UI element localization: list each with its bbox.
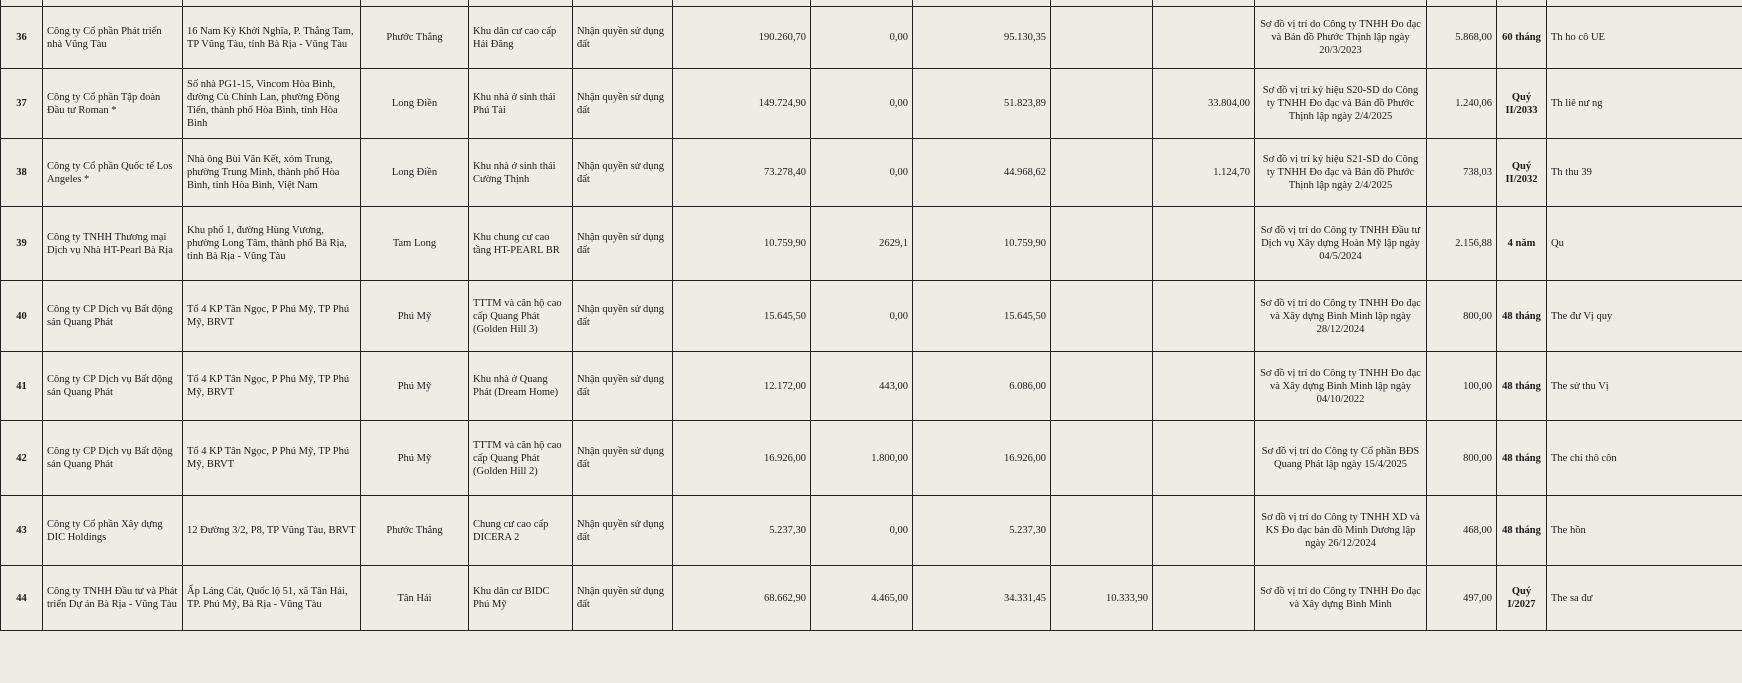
cell-duration: 48 tháng (1497, 496, 1547, 566)
cell-form: Nhận quyền sử dụng đất (573, 352, 673, 421)
cell-area: 5.868,00 (1427, 7, 1497, 69)
cell-area: 800,00 (1427, 281, 1497, 352)
table-body (1, 0, 1742, 631)
cell-address: Ấp Láng Cát, Quốc lộ 51, xã Tân Hải, TP. Phú Mỹ, Bà Rịa - Vũng Tàu (183, 566, 361, 631)
cell-v2: 0,00 (811, 7, 913, 69)
cell-form: Nhận quyền sử dụng đất (573, 139, 673, 207)
cell-note: The hồn (1547, 496, 1742, 566)
cell-v5 (1153, 421, 1255, 496)
cell-v3: 6.086,00 (913, 352, 1051, 421)
cell-diagram: Sơ đồ vị trí do Công ty TNHH Đo đạc và Xây dựng Bình Minh (1255, 566, 1427, 631)
cell-company: Công ty CP Dịch vụ Bất động sản Quang Phát (43, 281, 183, 352)
cell-diagram: Sơ đồ vị trí do Công ty TNHH Đo đạc và Xây dựng Bình Minh lập ngày 28/12/2024 (1255, 281, 1427, 352)
cell-v3: 44.968,62 (913, 139, 1051, 207)
cell-duration: 48 tháng (1497, 281, 1547, 352)
cell-ward: Tân Hải (361, 566, 469, 631)
cell-project: Khu nhà ở sinh thái Cường Thịnh (469, 139, 573, 207)
cell-stt: 40 (1, 281, 43, 352)
cell-address: Tổ 4 KP Tân Ngọc, P Phú Mỹ, TP Phú Mỹ, BRVT (183, 421, 361, 496)
cell-address: Khu phố 1, đường Hùng Vương, phường Long Tâm, thành phố Bà Rịa, tỉnh Bà Rịa - Vũng Tàu (183, 207, 361, 281)
cell-project: TTTM và căn hộ cao cấp Quang Phát (Golden Hill 3) (469, 281, 573, 352)
cell-company: Công ty Cổ phần Tập đoàn Đầu tư Roman * (43, 69, 183, 139)
cell-v5 (1153, 566, 1255, 631)
cell-form: Nhận quyền sử dụng đất (573, 496, 673, 566)
cell-v2: 0,00 (811, 496, 913, 566)
cell-v4 (1051, 281, 1153, 352)
cell-company: Công ty Cổ phần Quốc tế Los Angeles * (43, 139, 183, 207)
cell-ward: Phước Thắng (361, 7, 469, 69)
cell-address: Số nhà PG1-15, Vincom Hòa Bình, đường Cù Chính Lan, phường Đồng Tiến, thành phố Hòa Bình, tỉnh Hòa Bình (183, 69, 361, 139)
cell-v5 (1153, 281, 1255, 352)
cell-company: Công ty CP Dịch vụ Bất động sản Quang Phát (43, 352, 183, 421)
cell-stt: 37 (1, 69, 43, 139)
cell-v2: 1.800,00 (811, 421, 913, 496)
cell-note: The sa đư (1547, 566, 1742, 631)
cell-stt: 43 (1, 496, 43, 566)
cell-v2: 0,00 (811, 139, 913, 207)
cell-v5: 1.124,70 (1153, 139, 1255, 207)
cell-address: 16 Nam Kỳ Khởi Nghĩa, P. Thắng Tam, TP Vũng Tàu, tỉnh Bà Rịa - Vũng Tàu (183, 7, 361, 69)
cell-project: TTTM và căn hộ cao cấp Quang Phát (Golden Hill 2) (469, 421, 573, 496)
cell-ward: Tam Long (361, 207, 469, 281)
cell-v5: 33.804,00 (1153, 69, 1255, 139)
cell-area: 1.240,06 (1427, 69, 1497, 139)
cell-note: Th liê nư ng (1547, 69, 1742, 139)
cell-company: Công ty TNHH Đầu tư và Phát triển Dự án Bà Rịa - Vũng Tàu (43, 566, 183, 631)
cell-note: The đư Vị quy (1547, 281, 1742, 352)
table-row (1, 281, 1742, 352)
cell-v1: 5.237,30 (673, 496, 811, 566)
cell-form: Nhận quyền sử dụng đất (573, 69, 673, 139)
cell-project: Chung cư cao cấp DICERA 2 (469, 496, 573, 566)
cell-duration: Quý I/2027 (1497, 566, 1547, 631)
cell-stt: 39 (1, 207, 43, 281)
cell-v3: 5.237,30 (913, 496, 1051, 566)
cell-v4 (1051, 139, 1153, 207)
cell-project: Khu nhà ở sinh thái Phú Tài (469, 69, 573, 139)
cell-project: Khu dân cư BIDC Phú Mỹ (469, 566, 573, 631)
cell-form: Nhận quyền sử dụng đất (573, 421, 673, 496)
cell-company: Công ty TNHH Thương mại Dịch vụ Nhà HT-Pearl Bà Rịa (43, 207, 183, 281)
cell-v5 (1153, 207, 1255, 281)
cell-note: The sử thu Vị (1547, 352, 1742, 421)
cell-diagram: Sơ đồ vị trí do Công ty TNHH Đầu tư Dịch vụ Xây dựng Hoàn Mỹ lập ngày 04/5/2024 (1255, 207, 1427, 281)
cell-area: 468,00 (1427, 496, 1497, 566)
cell-form: Nhận quyền sử dụng đất (573, 566, 673, 631)
cell-form: Nhận quyền sử dụng đất (573, 207, 673, 281)
cell-v5 (1153, 352, 1255, 421)
cell-ward: Long Điền (361, 139, 469, 207)
cell-diagram: Sơ đồ vị trí ký hiệu S21-SD do Công ty TNHH Đo đạc và Bản đồ Phước Thịnh lập ngày 2/4/2025 (1255, 139, 1427, 207)
cell-project: Khu chung cư cao tầng HT-PEARL BR (469, 207, 573, 281)
table-row (1, 69, 1742, 139)
cell-address: Nhà ông Bùi Văn Kết, xóm Trung, phường Trung Minh, thành phố Hòa Bình, tỉnh Hòa Bình, Việt Nam (183, 139, 361, 207)
cell-note: Th ho cô UE (1547, 7, 1742, 69)
cell-v1: 15.645,50 (673, 281, 811, 352)
cell-stt: 42 (1, 421, 43, 496)
cell-v4 (1051, 7, 1153, 69)
table-row (1, 7, 1742, 69)
cell-address: Tổ 4 KP Tân Ngọc, P Phú Mỹ, TP Phú Mỹ, BRVT (183, 352, 361, 421)
cell-ward: Phú Mỹ (361, 281, 469, 352)
cell-v1: 68.662,90 (673, 566, 811, 631)
cell-ward: Phú Mỹ (361, 352, 469, 421)
cell-ward: Phú Mỹ (361, 421, 469, 496)
cell-note: Th thu 39 (1547, 139, 1742, 207)
cell-area: 800,00 (1427, 421, 1497, 496)
cell-v4 (1051, 496, 1153, 566)
cell-area: 497,00 (1427, 566, 1497, 631)
cell-duration: Quý II/2032 (1497, 139, 1547, 207)
cell-form: Nhận quyền sử dụng đất (573, 281, 673, 352)
cell-address: Tổ 4 KP Tân Ngọc, P Phú Mỹ, TP Phú Mỹ, BRVT (183, 281, 361, 352)
cell-v1: 73.278,40 (673, 139, 811, 207)
cell-stt: 41 (1, 352, 43, 421)
cell-area: 738,03 (1427, 139, 1497, 207)
cell-diagram: Sơ đồ vị trí do Công ty TNHH XD và KS Đo đạc bản đồ Minh Dương lập ngày 26/12/2024 (1255, 496, 1427, 566)
cell-v1: 16.926,00 (673, 421, 811, 496)
table-row (1, 421, 1742, 496)
cell-v2: 0,00 (811, 69, 913, 139)
table-row (1, 496, 1742, 566)
cell-v3: 51.823,89 (913, 69, 1051, 139)
cell-diagram: Sơ đồ vị trí ký hiệu S20-SD do Công ty TNHH Đo đạc và Bản đồ Phước Thịnh lập ngày 2/4/2025 (1255, 69, 1427, 139)
cell-note: The chí thô côn (1547, 421, 1742, 496)
cell-v4 (1051, 207, 1153, 281)
cell-address: 12 Đường 3/2, P8, TP Vũng Tàu, BRVT (183, 496, 361, 566)
cell-v1: 10.759,90 (673, 207, 811, 281)
cell-company: Công ty Cổ phần Xây dựng DIC Holdings (43, 496, 183, 566)
cell-v2: 0,00 (811, 281, 913, 352)
cell-company: Công ty Cổ phần Phát triển nhà Vũng Tàu (43, 7, 183, 69)
cell-stt: 36 (1, 7, 43, 69)
cell-area: 100,00 (1427, 352, 1497, 421)
cell-diagram: Sơ đồ vị trí do Công ty TNHH Đo đạc và Bản đồ Phước Thịnh lập ngày 20/3/2023 (1255, 7, 1427, 69)
cell-diagram: Sơ đồ vị trí do Công ty Cổ phần BĐS Quang Phát lập ngày 15/4/2025 (1255, 421, 1427, 496)
cell-form: Nhận quyền sử dụng đất (573, 7, 673, 69)
cell-v3: 34.331,45 (913, 566, 1051, 631)
cell-v2: 2629,1 (811, 207, 913, 281)
cell-ward: Phước Thắng (361, 496, 469, 566)
cell-duration: 60 tháng (1497, 7, 1547, 69)
cell-v5 (1153, 7, 1255, 69)
cell-diagram: Sơ đồ vị trí do Công ty TNHH Đo đạc và Xây dựng Bình Minh lập ngày 04/10/2022 (1255, 352, 1427, 421)
table-row (1, 352, 1742, 421)
cell-project: Khu nhà ở Quang Phát (Dream Home) (469, 352, 573, 421)
cell-duration: 4 năm (1497, 207, 1547, 281)
cell-v4: 10.333,90 (1051, 566, 1153, 631)
cell-duration: 48 tháng (1497, 421, 1547, 496)
cell-note: Qu (1547, 207, 1742, 281)
cell-stt: 38 (1, 139, 43, 207)
cell-v3: 95.130,35 (913, 7, 1051, 69)
cell-v4 (1051, 421, 1153, 496)
cell-duration: Quý II/2033 (1497, 69, 1547, 139)
cell-v4 (1051, 352, 1153, 421)
cell-duration: 48 tháng (1497, 352, 1547, 421)
cell-v3: 16.926,00 (913, 421, 1051, 496)
cell-v1: 12.172,00 (673, 352, 811, 421)
table-row (1, 139, 1742, 207)
cell-v3: 10.759,90 (913, 207, 1051, 281)
cell-v3: 15.645,50 (913, 281, 1051, 352)
table-row (1, 207, 1742, 281)
cell-company: Công ty CP Dịch vụ Bất động sản Quang Phát (43, 421, 183, 496)
cell-v5 (1153, 496, 1255, 566)
cell-v1: 190.260,70 (673, 7, 811, 69)
cell-v2: 443,00 (811, 352, 913, 421)
table-row (1, 566, 1742, 631)
cell-v4 (1051, 69, 1153, 139)
cell-project: Khu dân cư cao cấp Hải Đăng (469, 7, 573, 69)
cell-area: 2.156,88 (1427, 207, 1497, 281)
cell-stt: 44 (1, 566, 43, 631)
cell-ward: Long Điền (361, 69, 469, 139)
cell-v2: 4.465,00 (811, 566, 913, 631)
cell-v1: 149.724,90 (673, 69, 811, 139)
